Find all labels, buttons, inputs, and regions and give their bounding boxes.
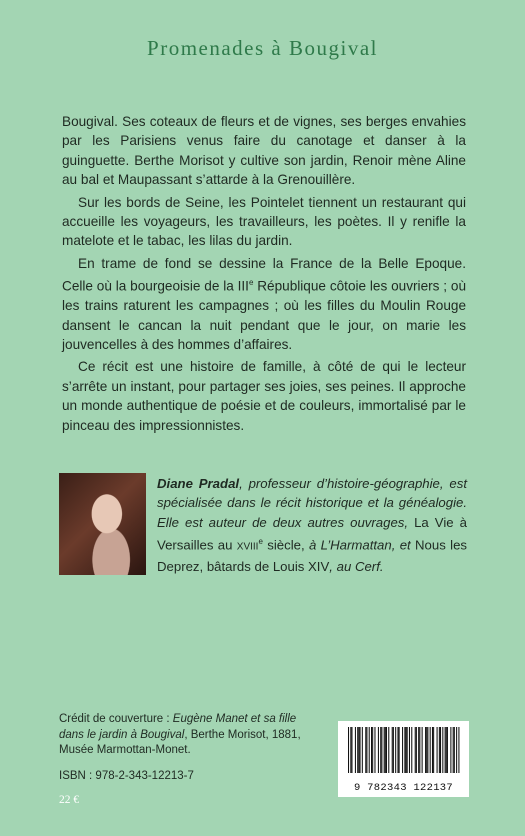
superscript: e xyxy=(248,278,254,288)
barcode-bar xyxy=(360,727,361,773)
book-2-title: Nous les Deprez, bâtards de Louis XIV xyxy=(157,537,467,575)
barcode-bar xyxy=(425,727,426,773)
barcode-bar xyxy=(358,727,359,773)
book-1-title: La Vie à Versailles xyxy=(157,514,467,553)
barcode-bar xyxy=(351,727,352,773)
paragraph-3-start: En trame de fond se dessine la France de la Belle Epoque. Celle où la bourgeoisie de la III xyxy=(62,255,466,294)
author-name: Diane Pradal xyxy=(157,476,240,491)
century: XVIII xyxy=(236,541,259,553)
barcode-bar xyxy=(348,727,349,773)
blurb xyxy=(62,112,466,435)
paragraph-4: Ce récit est une histoire de famille, à côté de qui le lecteur s’arrête un instant, pour partager ses joies, ses peines. Il approche un monde authentique de poésie et de couleurs, immortalisé par le pinceau des impressionnistes. xyxy=(62,359,466,433)
barcode-bar xyxy=(388,727,389,773)
barcode-bar xyxy=(357,727,358,773)
barcode-bar xyxy=(384,727,385,773)
barcode-bar xyxy=(453,727,454,773)
barcode-bar xyxy=(418,727,419,773)
barcode-bar xyxy=(415,727,416,773)
barcode-bar xyxy=(385,727,386,773)
paragraph-2: Sur les bords de Seine, les Pointelet tiennent un restaurant qui accueille les voyageurs, les travailleurs, les poètes. Il y renifle la matelote et le tabac, les lilas du jardin. xyxy=(62,194,466,249)
barcode-bar xyxy=(442,727,443,773)
price: 22 € xyxy=(59,794,80,806)
barcode-bar xyxy=(450,727,451,773)
barcode-bar xyxy=(454,727,455,773)
barcode-bar xyxy=(430,727,431,773)
barcode-bar xyxy=(366,727,367,773)
bio-text-1: , professeur d’histoire-géographie, est spécialisée dans le récit historique et la généalogie. Elle est auteur de deux autres ouvrages, xyxy=(157,476,467,530)
author-photo xyxy=(59,473,146,575)
barcode-bar xyxy=(411,727,412,773)
barcode-bar xyxy=(416,727,417,773)
barcode-bar xyxy=(439,727,440,773)
barcode-bar xyxy=(419,727,420,773)
bio-text-4: à L’Harmattan, et xyxy=(308,537,416,553)
barcode-bar xyxy=(433,727,434,773)
credit-rest: , Berthe Morisot, 1881, Musée Marmottan-Monet. xyxy=(59,728,301,756)
barcode-bar xyxy=(399,727,400,773)
barcode-bar xyxy=(371,727,372,773)
credit-label: Crédit de couverture : xyxy=(59,713,173,725)
barcode-bar xyxy=(446,727,447,773)
barcode-bar xyxy=(426,727,427,773)
barcode-bar xyxy=(447,727,448,773)
cover-credit xyxy=(59,712,304,759)
barcode-bar xyxy=(456,727,457,773)
book-title: Promenades à Bougival xyxy=(147,36,378,60)
barcode-bar xyxy=(392,727,393,773)
barcode-bar xyxy=(350,727,351,773)
barcode-bar xyxy=(381,727,382,773)
barcode-bar xyxy=(362,727,363,773)
barcode-bar xyxy=(432,727,433,773)
barcode-bar xyxy=(427,727,428,773)
paragraph-3-end: République côtoie les ouvriers ; où les trains raturent les campagnes ; où les filles du Moulin Rouge dansent le cancan la nuit pendant que le jour, on marie les jouvencelles à des hommes d’affaires. xyxy=(62,278,467,352)
barcode-bar xyxy=(365,727,366,773)
barcode xyxy=(338,721,469,797)
barcode-bar xyxy=(397,727,398,773)
barcode-bar xyxy=(437,727,438,773)
barcode-bars xyxy=(338,721,469,783)
barcode-bar xyxy=(409,727,410,773)
barcode-bar xyxy=(404,727,405,773)
bio-text-3: siècle, xyxy=(262,537,309,553)
barcode-bar xyxy=(380,727,381,773)
barcode-bar xyxy=(386,727,387,773)
barcode-bar xyxy=(393,727,394,773)
barcode-bar xyxy=(445,727,446,773)
barcode-bar xyxy=(422,727,423,773)
barcode-bar xyxy=(369,727,370,773)
barcode-bar xyxy=(440,727,441,773)
century-superscript: e xyxy=(258,537,263,547)
barcode-bar xyxy=(355,727,356,773)
barcode-bar xyxy=(372,727,373,773)
barcode-bar xyxy=(395,727,396,773)
author-bio xyxy=(157,474,467,576)
barcode-bar xyxy=(374,727,375,773)
barcode-bar xyxy=(407,727,408,773)
barcode-bar xyxy=(458,727,459,773)
isbn: ISBN : 978-2-343-12213-7 xyxy=(59,770,194,782)
barcode-bar xyxy=(378,727,379,773)
barcode-bar xyxy=(402,727,403,773)
paragraph-1: Bougival. Ses coteaux de fleurs et de vignes, ses berges envahies par les Parisiens venus faire du canotage et danser à la guinguette. Berthe Morisot y cultive son jardin, Renoir mène Aline au bal et Maupassant s’attarde à la Grenouillère. xyxy=(62,114,466,188)
paragraph-3 xyxy=(62,254,466,355)
bio-text-5: , au Cerf. xyxy=(329,559,384,575)
bio-text-2: au xyxy=(213,537,237,553)
credit-work: Eugène Manet et sa fille dans le jardin à Bougival xyxy=(59,713,297,741)
barcode-bar xyxy=(406,727,407,773)
barcode-digits: 9 782343 122137 xyxy=(353,782,453,794)
